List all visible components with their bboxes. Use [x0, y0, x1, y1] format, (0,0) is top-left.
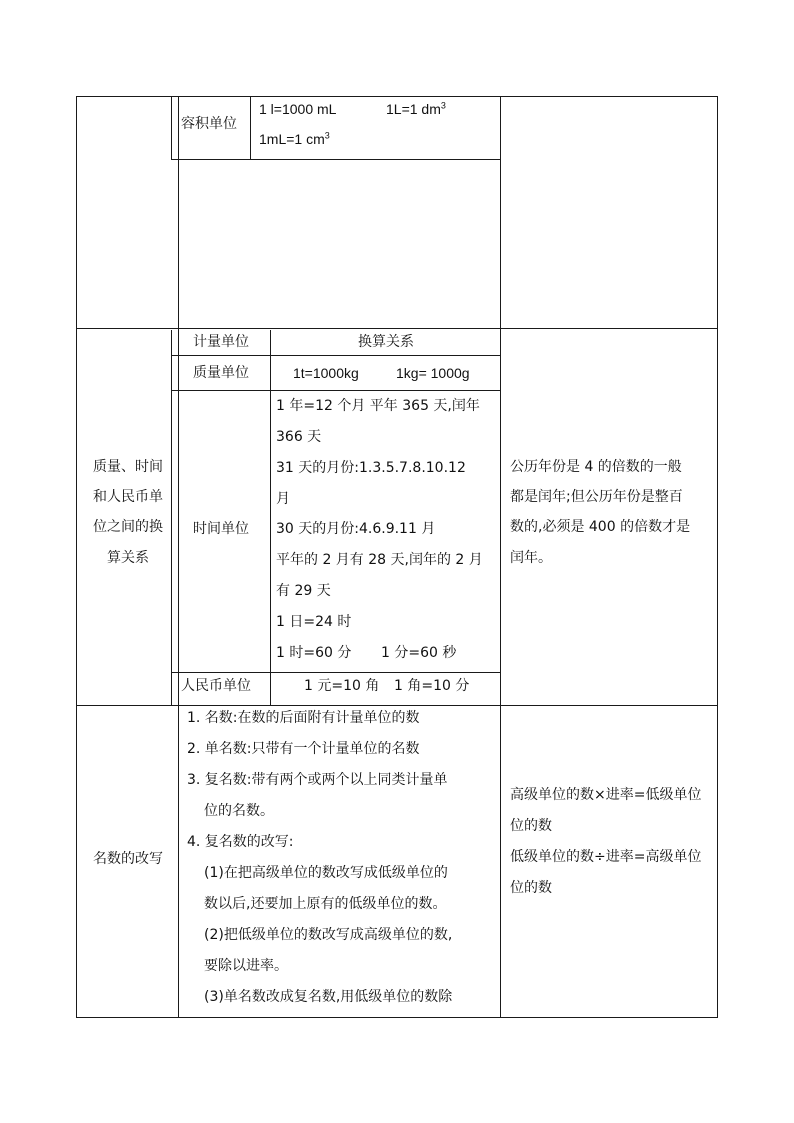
mass-value-b: 1kg= 1000g [396, 365, 470, 381]
nested-divider-mid [270, 330, 271, 705]
leap-note-line-3: 数的,必须是 400 的倍数才是 [510, 519, 691, 535]
rmb-unit-label: 人民币单位 [181, 678, 251, 694]
table-border-top [76, 96, 718, 97]
time-line-1: 1 年=12 个月 平年 365 天,闰年 [276, 398, 480, 414]
rewrite-line-5: 4. 复名数的改写: [187, 834, 294, 850]
rewrite-rule-line-4: 位的数 [510, 880, 552, 896]
leap-note-line-2: 都是闰年;但公历年份是整百 [510, 489, 683, 505]
section-title-line-3: 位之间的换 [93, 519, 163, 535]
time-line-5: 30 天的月份:4.6.9.11 月 [276, 521, 436, 537]
rewrite-rule-line-1: 高级单位的数×进率=低级单位 [510, 787, 702, 803]
volume-line-1a: 1 l=1000 mL [259, 101, 337, 117]
rewrite-line-4: 位的名数。 [204, 803, 274, 819]
time-line-4: 月 [276, 491, 290, 507]
mass-unit-label: 质量单位 [193, 365, 249, 381]
time-line-8: 1 日=24 时 [276, 614, 352, 630]
volume-unit-label: 容积单位 [181, 116, 237, 132]
rewrite-line-1: 1. 名数:在数的后面附有计量单位的数 [187, 710, 420, 726]
leap-note-line-4: 闰年。 [510, 550, 552, 566]
table-border-row2 [76, 705, 718, 706]
rewrite-rule-line-2: 位的数 [510, 818, 552, 834]
header-unit: 计量单位 [193, 334, 249, 350]
mass-value-a: 1t=1000kg [293, 365, 359, 381]
rewrite-line-9: 要除以进率。 [204, 958, 288, 974]
section-title-line-1: 质量、时间 [93, 459, 163, 475]
rewrite-line-7: 数以后,还要加上原有的低级单位的数。 [204, 896, 447, 912]
table-border-bottom [76, 1017, 718, 1018]
table-border-right [717, 96, 718, 1018]
rmb-value-b: 1 角=10 分 [394, 678, 470, 694]
time-last-a: 1 时=60 分 [276, 645, 352, 661]
table-border-left [76, 96, 77, 1018]
header-relation: 换算关系 [358, 334, 414, 350]
volume-line-1b: 1L=1 $dm^3$ [386, 100, 446, 117]
table-border-row1 [76, 328, 718, 329]
rmb-value-a: 1 元=10 角 [304, 678, 380, 694]
time-line-7: 有 29 天 [276, 583, 331, 599]
section-title-line-2: 和人民币单 [93, 489, 163, 505]
rewrite-line-8: (2)把低级单位的数改写成高级单位的数, [204, 927, 453, 943]
nested-bottom-top [171, 159, 500, 160]
nested-divider-top [250, 96, 251, 159]
rewrite-line-2: 2. 单名数:只带有一个计量单位的名数 [187, 741, 420, 757]
rewrite-line-3: 3. 复名数:带有两个或两个以上同类计量单 [187, 772, 448, 788]
nested-row-line-1 [171, 355, 500, 356]
rewrite-line-10: (3)单名数改成复名数,用低级单位的数除 [204, 989, 453, 1005]
time-last-b: 1 分=60 秒 [381, 645, 457, 661]
table-column-divider-1 [178, 96, 179, 1018]
rewrite-line-6: (1)在把高级单位的数改写成低级单位的 [204, 865, 448, 881]
rewrite-rule-line-3: 低级单位的数÷进率=高级单位 [510, 849, 702, 865]
leap-note-line-1: 公历年份是 4 的倍数的一般 [510, 459, 682, 475]
time-unit-label: 时间单位 [193, 521, 249, 537]
nested-row-line-2 [171, 390, 500, 391]
section-title-line-4: 算关系 [107, 550, 149, 566]
nested-row-line-3 [171, 672, 500, 673]
time-line-2: 366 天 [276, 429, 322, 445]
time-line-6: 平年的 2 月有 28 天,闰年的 2 月 [276, 552, 483, 568]
table-column-divider-2 [500, 96, 501, 1018]
volume-line-2: 1mL=1 $cm^3$ [259, 130, 330, 147]
rewrite-title: 名数的改写 [93, 851, 163, 867]
nested-left-edge-top [171, 96, 172, 159]
time-line-3: 31 天的月份:1.3.5.7.8.10.12 [276, 460, 466, 476]
